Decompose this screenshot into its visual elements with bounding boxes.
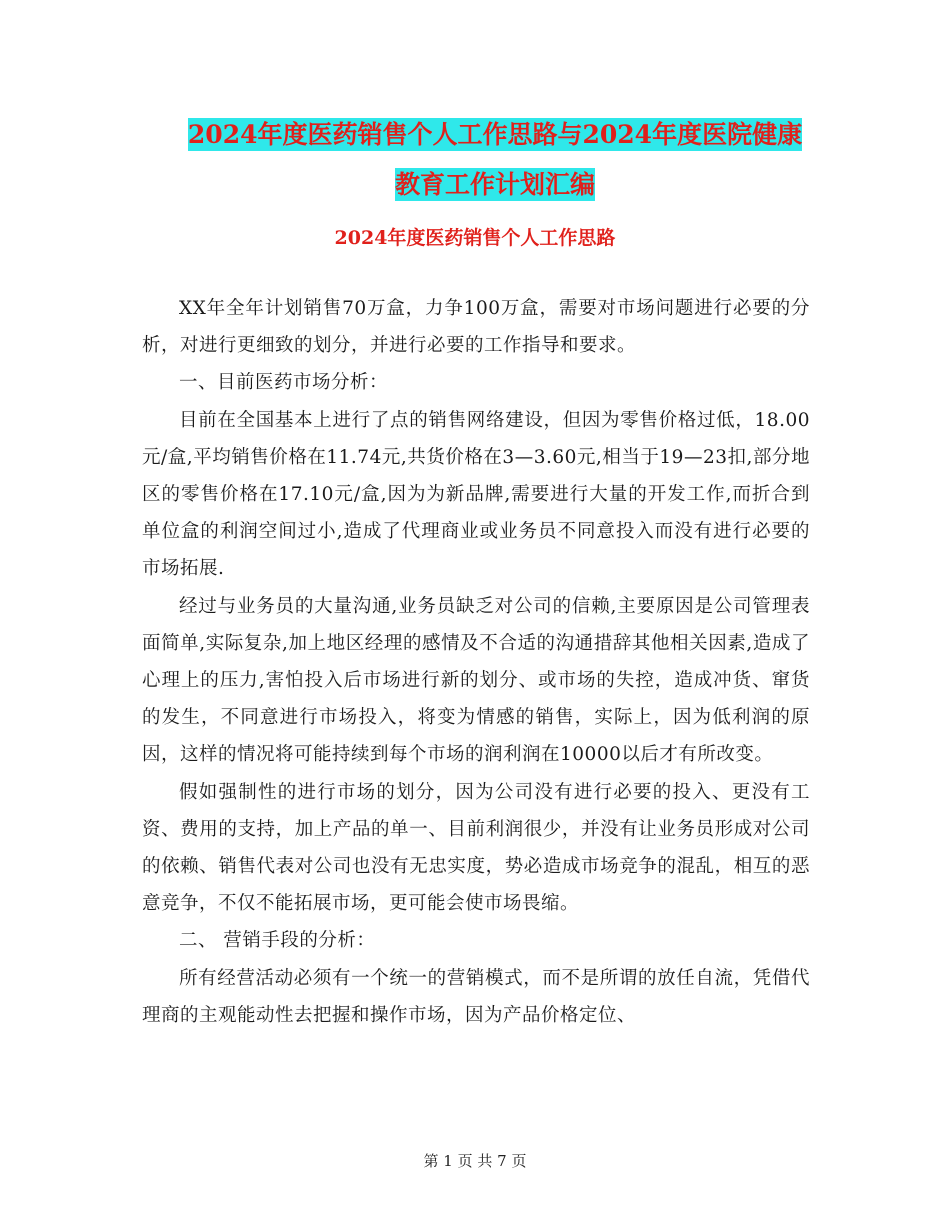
document-title: [140, 110, 850, 210]
body-text: [142, 290, 810, 1034]
paragraph-2: 目前在全国基本上进行了点的销售网络建设，但因为零售价格过低，18.00元/盒,平均销售价格在11.74元,共货价格在3—3.60元,相当于19—23扣,部分地区的零售价格在17.10元/盒,因为为新品牌,需要进行大量的开发工作,而折合到单位盒的利润空间过小,造成了代理商业或业务员不同意投入而没有进行必要的市场拓展.: [142, 409, 810, 580]
paragraph-4: 假如强制性的进行市场的划分，因为公司没有进行必要的投入、更没有工资、费用的支持，加上产品的单一、目前利润很少，并没有让业务员形成对公司的依赖、销售代表对公司也没有无忠实度，势必造成市场竞争的混乱，相互的恶意竞争，不仅不能拓展市场，更可能会使市场畏缩。: [142, 781, 810, 915]
document-title-line-2: 教育工作计划汇编: [394, 170, 595, 199]
heading-market-analysis: 一、目前医药市场分析：: [179, 372, 389, 394]
document-title-line-1: 2024年度医药销售个人工作思路与2024年度医院健康: [187, 120, 803, 149]
page-footer: [0, 1150, 950, 1171]
paragraph-5: 所有经营活动必须有一个统一的营销模式，而不是所谓的放任自流，凭借代理商的主观能动性去把握和操作市场，因为产品价格定位、: [142, 967, 810, 1026]
paragraph-3: 经过与业务员的大量沟通,业务员缺乏对公司的信赖,主要原因是公司管理表面简单,实际复杂,加上地区经理的感情及不合适的沟通措辞其他相关因素,造成了心理上的压力,害怕投入后市场进行新的划分、或市场的失控，造成冲货、窜货的发生，不同意进行市场投入，将变为情感的销售，实际上，因为低利润的原因，这样的情况将可能持续到每个市场的润利润在10000以后才有所改变。: [142, 595, 810, 766]
paragraph-1: XX年全年计划销售70万盒，力争100万盒，需要对市场问题进行必要的分析，对进行更细致的划分，并进行必要的工作指导和要求。: [142, 298, 810, 357]
section-title: 2024年度医药销售个人工作思路: [334, 227, 616, 249]
heading-marketing-analysis: 二、 营销手段的分析：: [179, 930, 376, 952]
page-number-label: 第 1 页 共 7 页: [423, 1152, 527, 1170]
